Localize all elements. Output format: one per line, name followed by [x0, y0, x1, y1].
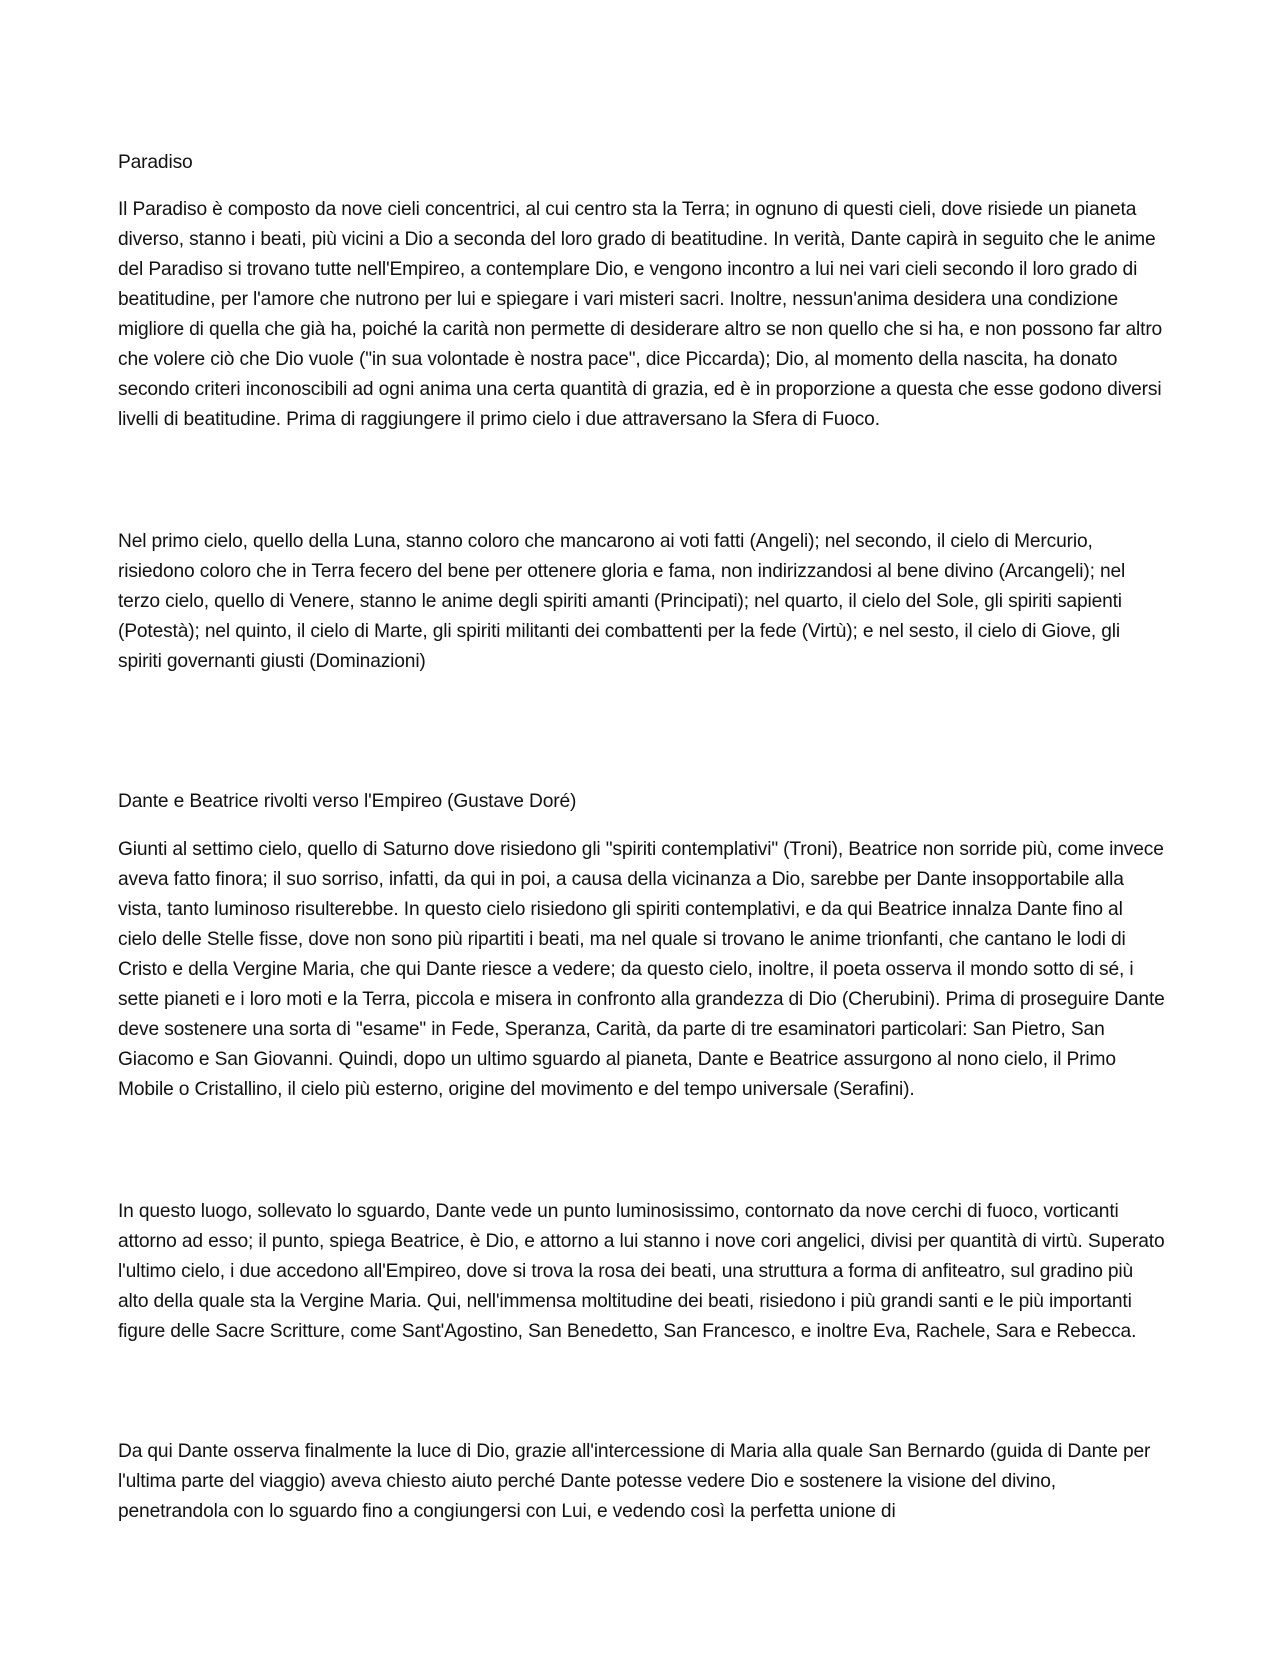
paragraph: In questo luogo, sollevato lo sguardo, Dante vede un punto luminosissimo, contornato da nove cerchi di fuoco, vorticanti attorno ad esso; il punto, spiega Beatrice, è Dio, e attorno a lui stanno i nove cori angelici, divisi per quantità di virtù. Superato l'ultimo cielo, i due accedono all'Empireo, dove si trova la rosa dei beati, una struttura a forma di anfiteatro, sul gradino più alto della quale sta la Vergine Maria. Qui, nell'immensa moltitudine dei beati, risiedono i più grandi santi e le più importanti figure delle Sacre Scritture, come Sant'Agostino, San Benedetto, San Francesco, e inoltre Eva, Rachele, Sara e Rebecca.	[118, 1201, 1165, 1342]
paragraph: Da qui Dante osserva finalmente la luce di Dio, grazie all'intercessione di Maria alla quale San Bernardo (guida di Dante per l'ultima parte del viaggio) aveva chiesto aiuto perché Dante potesse vedere Dio e sostenere la visione del divino, penetrandola con lo sguardo fino a congiungersi con Lui, e vedendo così la perfetta unione di	[118, 1441, 1151, 1522]
document-title: Paradiso	[118, 152, 193, 173]
image-caption: Dante e Beatrice rivolti verso l'Empireo (Gustave Doré)	[118, 791, 577, 812]
paragraph: Giunti al settimo cielo, quello di Saturno dove risiedono gli "spiriti contemplativi" (Troni), Beatrice non sorride più, come invece aveva fatto finora; il suo sorriso, infatti, da qui in poi, a causa della vicinanza a Dio, sarebbe per Dante insopportabile alla vista, tanto luminoso risulterebbe. In questo cielo risiedono gli spiriti contemplativi, e da qui Beatrice innalza Dante fino al cielo delle Stelle fisse, dove non sono più ripartiti i beati, ma nel quale si trovano le anime trionfanti, che cantano le lodi di Cristo e della Vergine Maria, che qui Dante riesce a vedere; da questo cielo, inoltre, il poeta osserva il mondo sotto di sé, i sette pianeti e i loro moti e la Terra, piccola e misera in confronto alla grandezza di Dio (Cherubini). Prima di proseguire Dante deve sostenere una sorta di "esame" in Fede, Speranza, Carità, da parte di tre esaminatori particolari: San Pietro, San Giacomo e San Giovanni. Quindi, dopo un ultimo sguardo al pianeta, Dante e Beatrice assurgono al nono cielo, il Primo Mobile o Cristallino, il cielo più esterno, origine del movimento e del tempo universale (Serafini).	[118, 839, 1165, 1100]
paragraph: Nel primo cielo, quello della Luna, stanno coloro che mancarono ai voti fatti (Angeli); nel secondo, il cielo di Mercurio, risiedono coloro che in Terra fecero del bene per ottenere gloria e fama, non indirizzandosi al bene divino (Arcangeli); nel terzo cielo, quello di Venere, stanno le anime degli spiriti amanti (Principati); nel quarto, il cielo del Sole, gli spiriti sapienti (Potestà); nel quinto, il cielo di Marte, gli spiriti militanti dei combattenti per la fede (Virtù); e nel sesto, il cielo di Giove, gli spiriti governanti giusti (Dominazioni)	[118, 531, 1126, 672]
paragraph: Il Paradiso è composto da nove cieli concentrici, al cui centro sta la Terra; in ognuno di questi cieli, dove risiede un pianeta diverso, stanno i beati, più vicini a Dio a seconda del loro grado di beatitudine. In verità, Dante capirà in seguito che le anime del Paradiso si trovano tutte nell'Empireo, a contemplare Dio, e vengono incontro a lui nei vari cieli secondo il loro grado di beatitudine, per l'amore che nutrono per lui e spiegare i vari misteri sacri. Inoltre, nessun'anima desidera una condizione migliore di quella che già ha, poiché la carità non permette di desiderare altro se non quello che si ha, e non possono far altro che volere ciò che Dio vuole ("in sua volontade è nostra pace", dice Piccarda); Dio, al momento della nascita, ha donato secondo criteri inconoscibili ad ogni anima una certa quantità di grazia, ed è in proporzione a questa che esse godono diversi livelli di beatitudine. Prima di raggiungere il primo cielo i due attraversano la Sfera di Fuoco.	[118, 199, 1163, 430]
